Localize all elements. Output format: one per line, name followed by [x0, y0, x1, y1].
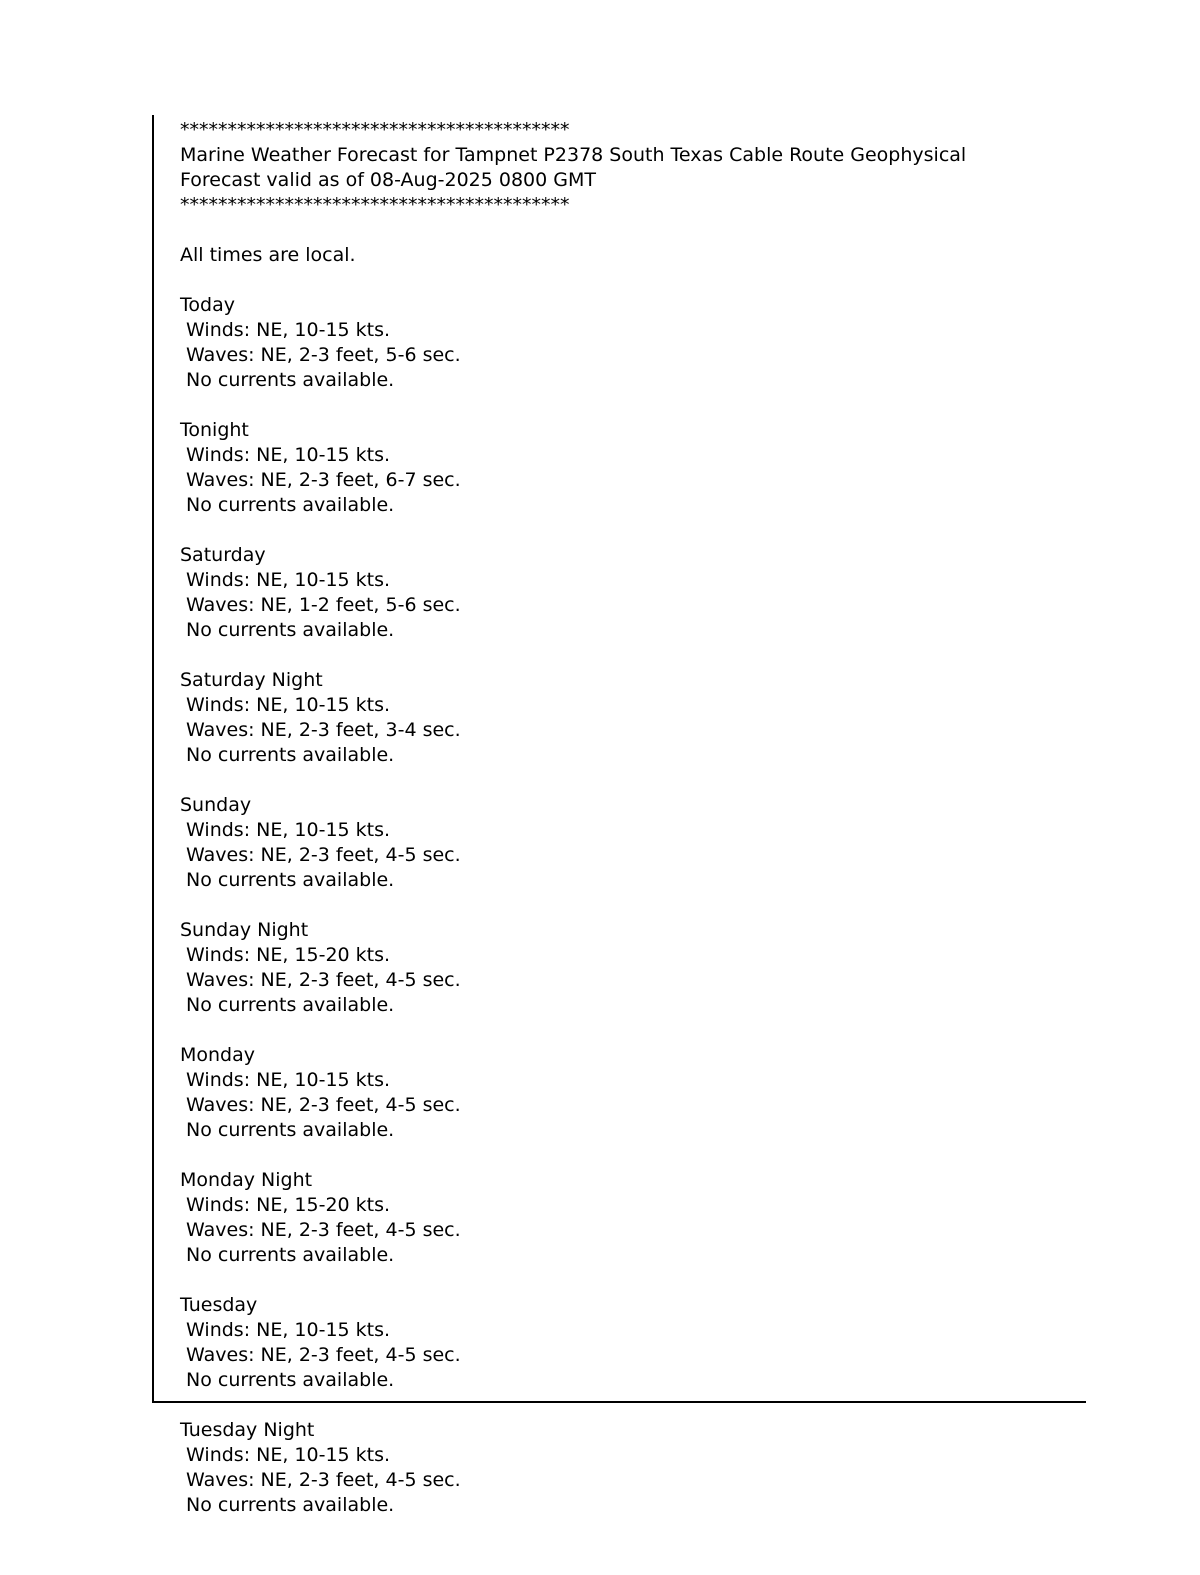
section-currents: No currents available.	[180, 494, 395, 516]
section-day-label: Saturday	[180, 544, 266, 566]
section-currents: No currents available.	[180, 1369, 395, 1391]
section-waves: Waves: NE, 2-3 feet, 4-5 sec.	[180, 1469, 461, 1491]
section-waves: Waves: NE, 2-3 feet, 6-7 sec.	[180, 469, 461, 491]
section-currents: No currents available.	[180, 1244, 395, 1266]
section-day-label: Tuesday Night	[180, 1419, 315, 1441]
document-title-line-1: Marine Weather Forecast for Tampnet P2378 South Texas Cable Route Geophysical	[180, 144, 967, 166]
section-winds: Winds: NE, 10-15 kts.	[180, 819, 391, 841]
section-currents: No currents available.	[180, 744, 395, 766]
forecast-section-tuesday	[180, 1293, 1086, 1393]
spacer	[180, 893, 1086, 918]
spacer	[180, 268, 1086, 293]
section-day-label: Tuesday	[180, 1294, 258, 1316]
spacer	[180, 1018, 1086, 1043]
section-waves: Waves: NE, 2-3 feet, 3-4 sec.	[180, 719, 461, 741]
forecast-text-frame	[152, 115, 1086, 1403]
forecast-section-sunday-night	[180, 918, 1086, 1018]
section-waves: Waves: NE, 2-3 feet, 4-5 sec.	[180, 1219, 461, 1241]
section-day-label: Saturday Night	[180, 669, 323, 691]
local-times-note: All times are local.	[180, 244, 356, 266]
section-waves: Waves: NE, 2-3 feet, 4-5 sec.	[180, 1094, 461, 1116]
section-currents: No currents available.	[180, 619, 395, 641]
spacer	[180, 218, 1086, 243]
forecast-section-sunday	[180, 793, 1086, 893]
section-waves: Waves: NE, 2-3 feet, 5-6 sec.	[180, 344, 461, 366]
spacer	[180, 768, 1086, 793]
section-day-label: Monday Night	[180, 1169, 313, 1191]
section-winds: Winds: NE, 15-20 kts.	[180, 1194, 391, 1216]
section-waves: Waves: NE, 2-3 feet, 4-5 sec.	[180, 844, 461, 866]
section-winds: Winds: NE, 10-15 kts.	[180, 1319, 391, 1341]
forecast-section-monday-night	[180, 1168, 1086, 1268]
spacer	[180, 393, 1086, 418]
section-winds: Winds: NE, 10-15 kts.	[180, 1069, 391, 1091]
divider-top: *****************************************	[180, 119, 570, 141]
section-waves: Waves: NE, 2-3 feet, 4-5 sec.	[180, 1344, 461, 1366]
forecast-section-saturday-night	[180, 668, 1086, 768]
section-currents: No currents available.	[180, 1494, 395, 1516]
section-day-label: Tonight	[180, 419, 249, 441]
section-winds: Winds: NE, 10-15 kts.	[180, 1444, 391, 1466]
section-currents: No currents available.	[180, 369, 395, 391]
section-currents: No currents available.	[180, 869, 395, 891]
document-title-line-2: Forecast valid as of 08-Aug-2025 0800 GMT	[180, 169, 596, 191]
section-winds: Winds: NE, 10-15 kts.	[180, 694, 391, 716]
section-day-label: Sunday Night	[180, 919, 309, 941]
spacer	[180, 1268, 1086, 1293]
section-winds: Winds: NE, 10-15 kts.	[180, 569, 391, 591]
spacer	[180, 643, 1086, 668]
section-waves: Waves: NE, 1-2 feet, 5-6 sec.	[180, 594, 461, 616]
section-winds: Winds: NE, 10-15 kts.	[180, 444, 391, 466]
forecast-section-tuesday-night	[152, 1418, 461, 1518]
forecast-section-tonight	[180, 418, 1086, 518]
forecast-section-saturday	[180, 543, 1086, 643]
section-currents: No currents available.	[180, 1119, 395, 1141]
section-currents: No currents available.	[180, 994, 395, 1016]
divider-bottom: *****************************************	[180, 194, 570, 216]
forecast-section-monday	[180, 1043, 1086, 1143]
section-day-label: Sunday	[180, 794, 252, 816]
section-winds: Winds: NE, 15-20 kts.	[180, 944, 391, 966]
section-waves: Waves: NE, 2-3 feet, 4-5 sec.	[180, 969, 461, 991]
section-day-label: Today	[180, 294, 235, 316]
spacer	[180, 518, 1086, 543]
spacer	[180, 1143, 1086, 1168]
section-winds: Winds: NE, 10-15 kts.	[180, 319, 391, 341]
section-day-label: Monday	[180, 1044, 256, 1066]
forecast-section-today	[180, 293, 1086, 393]
